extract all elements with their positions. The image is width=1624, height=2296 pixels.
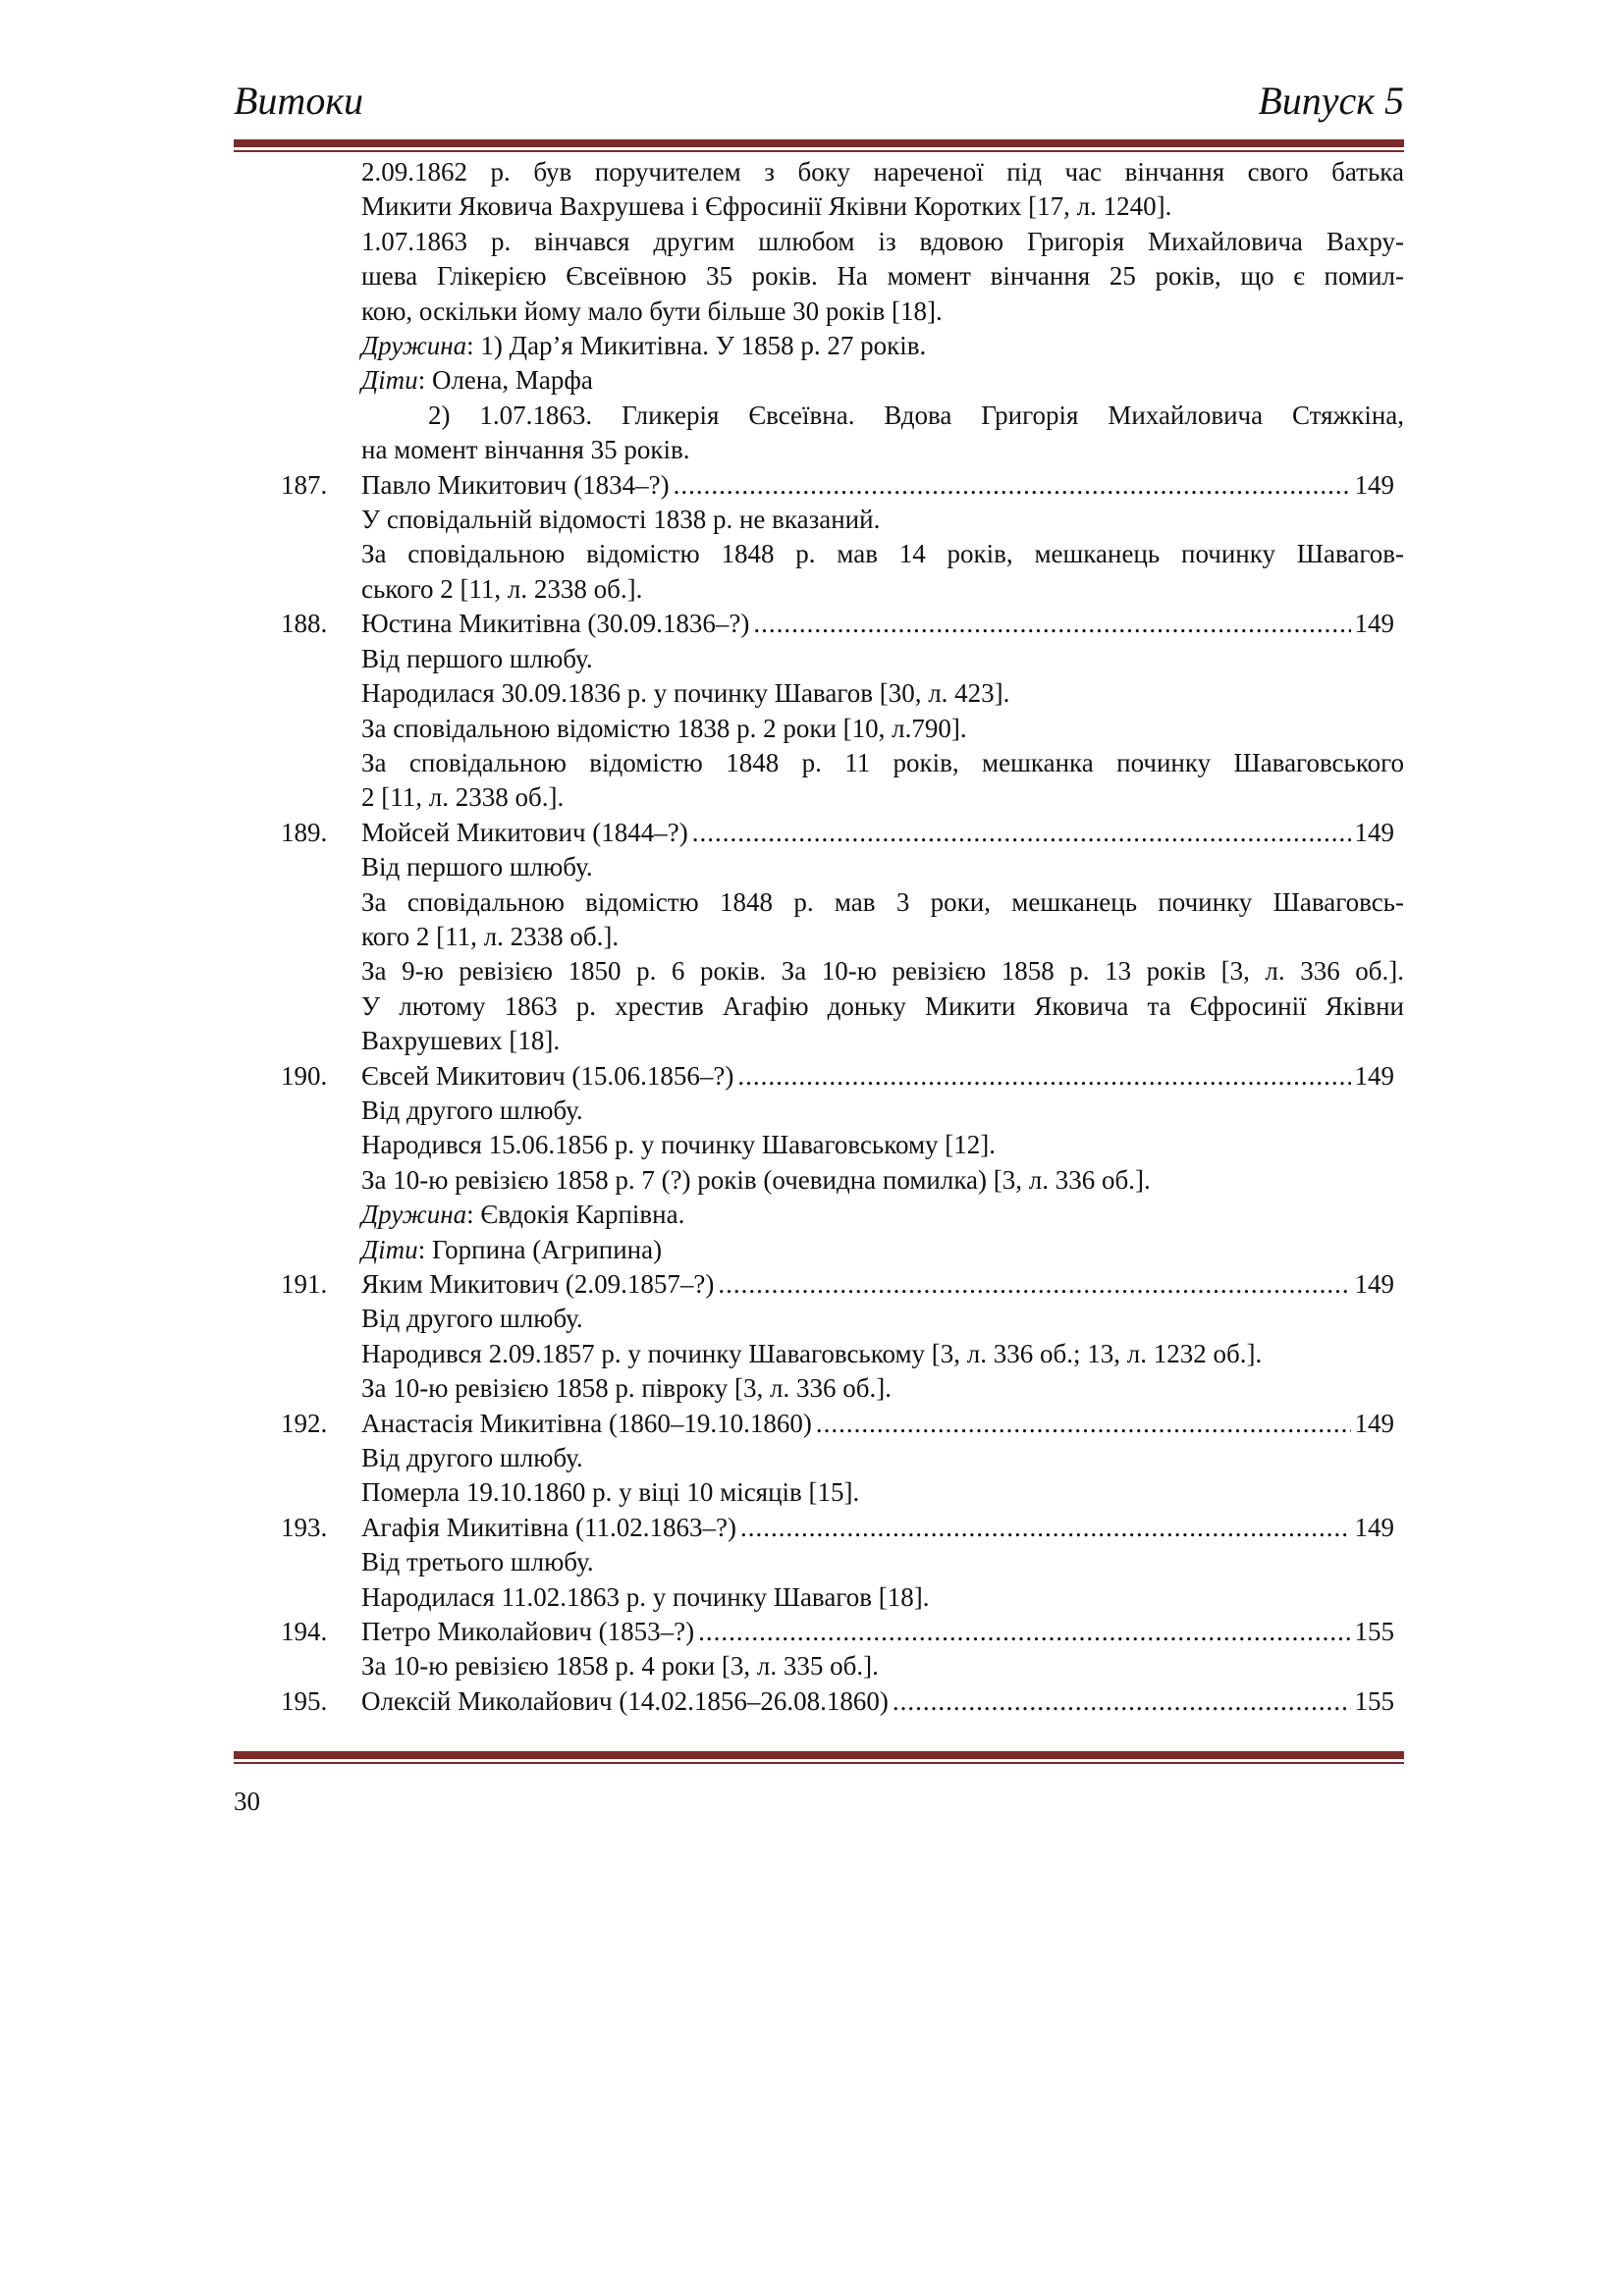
- wife-label: Дружина: [361, 331, 467, 361]
- text-line: За 10-ю ревізією 1858 р. півроку [3, л. 336 об.].: [361, 1373, 892, 1404]
- text-line: Від другого шлюбу.: [361, 1443, 583, 1473]
- entry-193: [234, 1511, 1404, 1615]
- entry-heading: [234, 1059, 1404, 1094]
- text-line: Вахрушевих [18].: [361, 1026, 561, 1056]
- entry-page: 149: [1354, 1408, 1394, 1438]
- entry-heading: [234, 1511, 1404, 1545]
- entry-page: 155: [1354, 1685, 1394, 1716]
- dot-leader: [816, 1407, 1351, 1441]
- text-line: За 10-ю ревізією 1858 р. 4 роки [3, л. 335 об.].: [361, 1651, 879, 1682]
- wife-label: Дружина: [361, 1200, 467, 1230]
- dot-leader: [753, 607, 1350, 641]
- children-text: : Олена, Марфа: [417, 365, 593, 396]
- text-line: У сповідальній відомості 1838 р. не вказаний.: [361, 505, 881, 535]
- entry-195: [234, 1684, 1404, 1719]
- wife-text: : Євдокія Карпівна.: [466, 1200, 685, 1230]
- header-rule: [234, 139, 1404, 152]
- text-line: За 9-ю ревізією 1850 р. 6 років. За 10-ю ревізією 1858 р. 13 років [3, л. 336 об.].: [361, 956, 1404, 987]
- text-line: 2.09.1862 р. був поручителем з боку нареченої під час вінчання свого батька: [361, 157, 1404, 187]
- entry-191: [234, 1267, 1404, 1407]
- entry-188: [234, 607, 1404, 815]
- page-content: [234, 155, 1404, 1719]
- text-line: Від другого шлюбу.: [361, 1304, 583, 1334]
- text-line: За сповідальною відомістю 1848 р. 11 років, мешканка починку Шаваговського: [361, 747, 1404, 777]
- text-line: кого 2 [11, л. 2338 об.].: [361, 921, 620, 951]
- journal-title: Витоки: [234, 79, 364, 123]
- entry-number: 187.: [281, 469, 328, 500]
- text-line: Від другого шлюбу.: [361, 1095, 583, 1125]
- entry-continuation: [234, 155, 1404, 468]
- text-line: Від першого шлюбу.: [361, 643, 593, 673]
- issue-label: Випуск 5: [1258, 79, 1404, 123]
- text-line: 1.07.1863 р. вінчався другим шлюбом із вдовою Григорія Михайловича Вахру-: [361, 226, 1404, 256]
- text-line: кою, оскільки йому мало бути більше 30 років [18].: [361, 295, 943, 326]
- entry-title: Яким Микитович (2.09.1857–?): [361, 1269, 715, 1299]
- text-line: Народився 2.09.1857 р. у починку Шаваговському [3, л. 336 об.; 13, л. 1232 об.].: [361, 1338, 1263, 1368]
- entry-number: 195.: [281, 1685, 328, 1716]
- text-line: За сповідальною відомістю 1838 р. 2 роки [10, л.790].: [361, 713, 967, 743]
- entry-page: 149: [1354, 469, 1394, 500]
- entry-heading: [234, 607, 1404, 641]
- entry-number: 192.: [281, 1408, 328, 1438]
- entry-title: Юстина Микитівна (30.09.1836–?): [361, 609, 750, 639]
- footer-rule: [234, 1751, 1404, 1764]
- entry-187: [234, 468, 1404, 608]
- text-line: Народився 15.06.1856 р. у починку Шаваговському [12].: [361, 1130, 997, 1160]
- text-line: Від першого шлюбу.: [361, 852, 593, 882]
- entry-number: 189.: [281, 817, 328, 847]
- text-line: У лютому 1863 р. хрестив Агафію доньку Микити Яковича та Єфросинії Яківни: [361, 990, 1404, 1021]
- text-line: Народилася 11.02.1863 р. у починку Шавагов [18].: [361, 1581, 930, 1612]
- text-line: шева Глікерією Євсеївною 35 років. На момент вінчання 25 років, що є помил-: [361, 261, 1404, 292]
- children-text: : Горпина (Агрипина): [417, 1234, 663, 1264]
- text-line: на момент вінчання 35 років.: [361, 435, 690, 465]
- running-head: [234, 77, 1404, 126]
- text-line: 2 [11, л. 2338 об.].: [361, 782, 565, 813]
- dot-leader: [740, 1511, 1351, 1545]
- text-line: Від третього шлюбу.: [361, 1547, 594, 1577]
- text-line: 2) 1.07.1863. Гликерія Євсеївна. Вдова Григорія Михайловича Стяжкіна,: [428, 400, 1404, 430]
- page-number: 30: [234, 1787, 260, 1816]
- dot-leader: [692, 816, 1351, 850]
- dot-leader: [698, 1615, 1350, 1649]
- wife-line: [234, 1198, 1404, 1232]
- entry-190: [234, 1059, 1404, 1267]
- entry-title: Петро Миколайович (1853–?): [361, 1617, 695, 1647]
- text-line: За 10-ю ревізією 1858 р. 7 (?) років (очевидна помилка) [3, л. 336 об.].: [361, 1164, 1151, 1195]
- text-line: За сповідальною відомістю 1848 р. мав 14 років, мешканець починку Шавагов-: [361, 539, 1404, 569]
- children-line: [234, 1233, 1404, 1267]
- entry-heading: [234, 1684, 1404, 1719]
- text-line: За сповідальною відомістю 1848 р. мав 3 роки, мешканець починку Шаваговсь-: [361, 886, 1404, 917]
- wife-line: [234, 329, 1404, 363]
- entry-heading: [234, 468, 1404, 503]
- entry-192: [234, 1407, 1404, 1511]
- dot-leader: [737, 1059, 1350, 1094]
- entry-number: 191.: [281, 1269, 328, 1299]
- text-line: Микити Яковича Вахрушева і Єфросинії Яківни Коротких [17, л. 1240].: [361, 191, 1172, 222]
- dot-leader: [893, 1684, 1351, 1719]
- entry-page: 149: [1354, 1269, 1394, 1299]
- entry-page: 155: [1354, 1617, 1394, 1647]
- entry-title: Павло Микитович (1834–?): [361, 469, 670, 500]
- entry-194: [234, 1615, 1404, 1684]
- children-line: [234, 363, 1404, 398]
- entry-page: 149: [1354, 817, 1394, 847]
- entry-number: 190.: [281, 1060, 328, 1091]
- entry-page: 149: [1354, 609, 1394, 639]
- entry-title: Олексій Миколайович (14.02.1856–26.08.1860): [361, 1685, 889, 1716]
- entry-page: 149: [1354, 1060, 1394, 1091]
- entry-heading: [234, 1407, 1404, 1441]
- text-line: Померла 19.10.1860 р. у віці 10 місяців [15].: [361, 1477, 860, 1508]
- entry-heading: [234, 1267, 1404, 1302]
- entry-title: Агафія Микитівна (11.02.1863–?): [361, 1512, 736, 1542]
- dot-leader: [674, 468, 1351, 503]
- dot-leader: [718, 1267, 1350, 1302]
- entry-number: 188.: [281, 609, 328, 639]
- entry-heading: [234, 816, 1404, 850]
- text-line: ського 2 [11, л. 2338 об.].: [361, 573, 643, 604]
- text-line: Народилася 30.09.1836 р. у починку Шавагов [30, л. 423].: [361, 678, 1010, 709]
- entry-title: Євсей Микитович (15.06.1856–?): [361, 1060, 734, 1091]
- entry-title: Мойсей Микитович (1844–?): [361, 817, 688, 847]
- entry-page: 149: [1354, 1512, 1394, 1542]
- entry-number: 193.: [281, 1512, 328, 1542]
- children-label: Діти: [361, 365, 418, 396]
- entry-number: 194.: [281, 1617, 328, 1647]
- children-label: Діти: [361, 1234, 418, 1264]
- wife-text: : 1) Дар’я Микитівна. У 1858 р. 27 років.: [466, 331, 927, 361]
- entry-heading: [234, 1615, 1404, 1649]
- entry-189: [234, 816, 1404, 1059]
- entry-title: Анастасія Микитівна (1860–19.10.1860): [361, 1408, 812, 1438]
